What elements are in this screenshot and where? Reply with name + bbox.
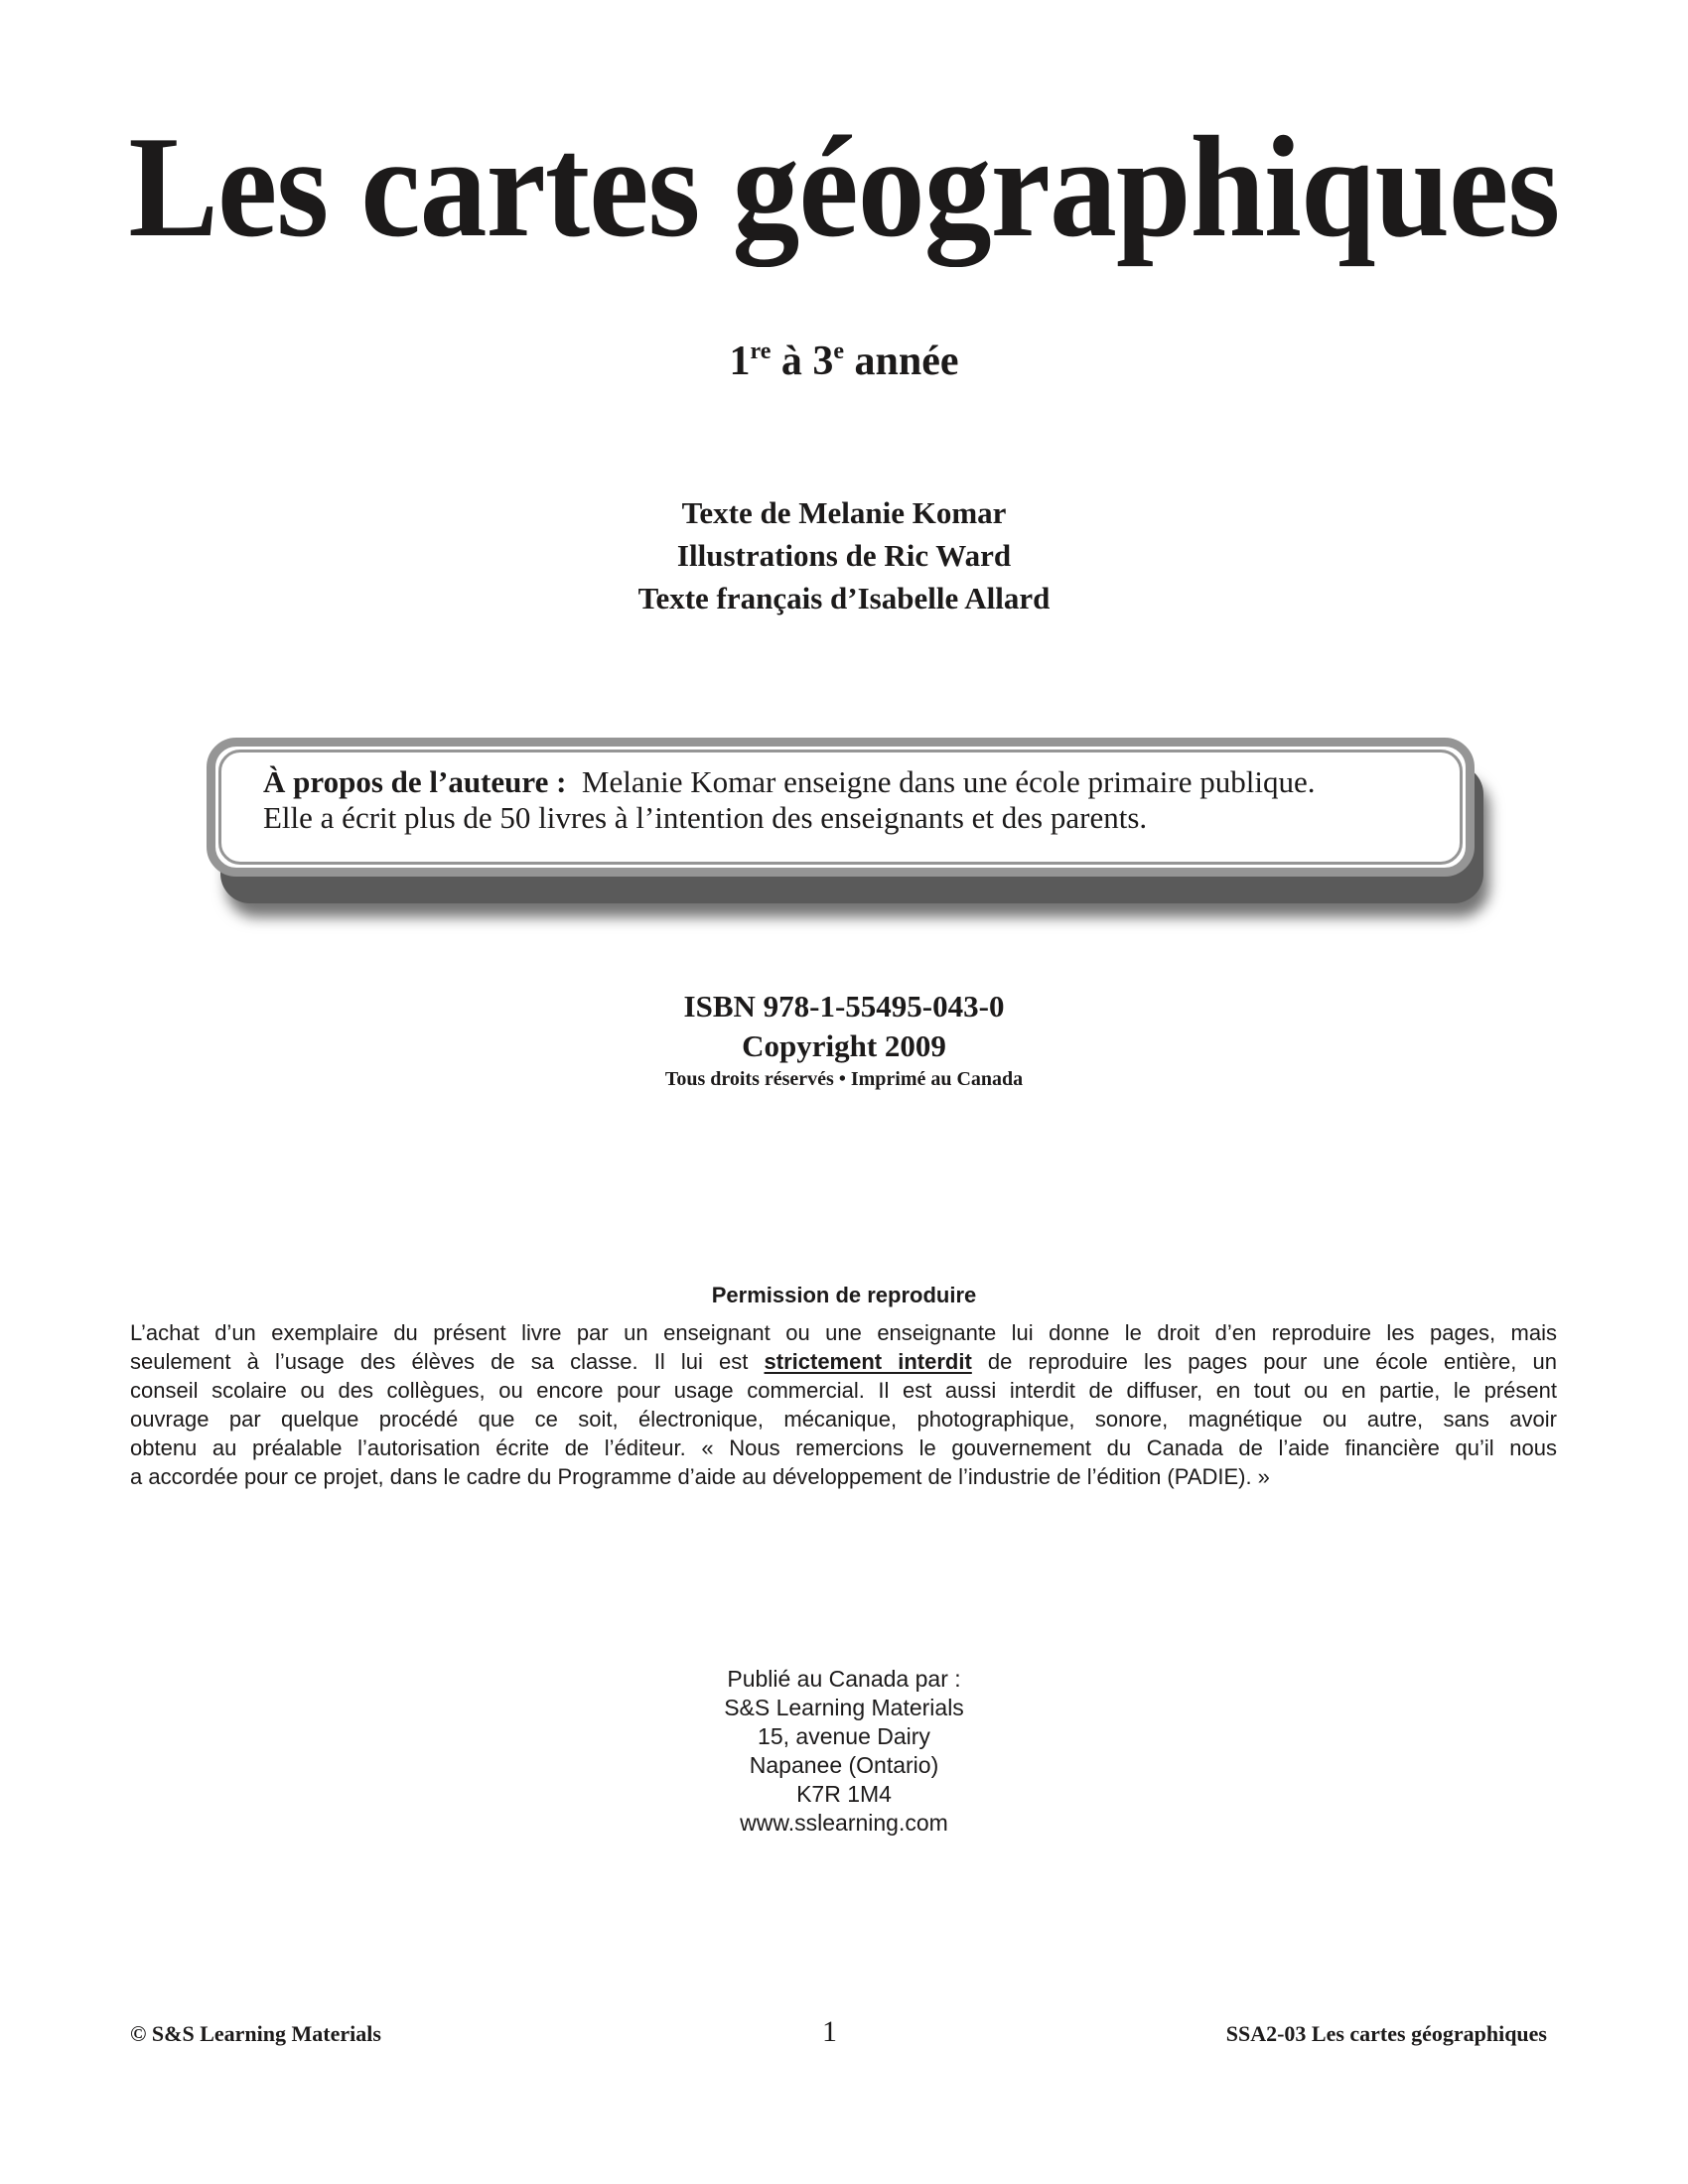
permission-line: a accordée pour ce projet, dans le cadre du Programme d’aide au développement de l’industrie de l’édition (PADIE). » [130, 1464, 1270, 1489]
permission-line: conseil scolaire ou des collègues, ou encore pour usage commercial. Il est aussi interdit de diffuser, en tout ou en partie, le présent [130, 1378, 1557, 1403]
permission-line-text: de reproduire les pages pour une école entière, un [971, 1349, 1557, 1374]
permission-heading: Permission de reproduire [711, 1283, 977, 1307]
publisher-name: S&S Learning Materials [724, 1695, 964, 1720]
about-label: À propos de l’auteure : [263, 764, 567, 799]
footer-copyright: © S&S Learning Materials [130, 2021, 381, 2046]
publisher-street: 15, avenue Dairy [758, 1723, 930, 1749]
translator-credit: Texte français d’Isabelle Allard [637, 581, 1051, 615]
grade-first-number: 1 [729, 339, 751, 384]
about-author-text [263, 764, 1445, 836]
grade-connector: à [771, 339, 813, 384]
permission-line: obtenu au préalable l’autorisation écrite de l’éditeur. « Nous remercions le gouvernement du Canada de l’aide financière qu’il nous [130, 1435, 1557, 1460]
permission-line: L’achat d’un exemplaire du présent livre par un enseignant ou une enseignante lui donne le droit d’en reproduire les pages, mais [130, 1320, 1557, 1345]
rights-notice: Tous droits réservés • Imprimé au Canada [664, 1068, 1024, 1090]
author-credit: Texte de Melanie Komar [681, 495, 1007, 530]
permission-line-text: seulement à l’usage des élèves de sa classe. Il lui est [130, 1349, 765, 1374]
grade-word: année [844, 339, 959, 384]
publisher-website: www.sslearning.com [740, 1810, 948, 1836]
permission-paragraph [130, 1318, 1557, 1491]
publisher-postal-code: K7R 1M4 [796, 1781, 892, 1807]
permission-line: ouvrage par quelque procédé que ce soit, électronique, mécanique, photographique, sonore, magnétique ou autre, sans avoir [130, 1407, 1557, 1432]
illustrator-credit: Illustrations de Ric Ward [676, 538, 1012, 573]
grade-second-suffix: e [833, 339, 845, 364]
about-line-2: Elle a écrit plus de 50 livres à l’intention des enseignants et des parents. [263, 800, 1148, 835]
grade-second-number: 3 [812, 339, 834, 384]
publisher-intro: Publié au Canada par : [727, 1666, 961, 1692]
grade-level [0, 336, 1688, 387]
copyright: Copyright 2009 [742, 1028, 946, 1063]
permission-line [130, 1347, 1557, 1376]
strictly-forbidden-emphasis: strictement interdit [764, 1349, 972, 1374]
page-number: 1 [822, 2015, 837, 2048]
about-sentence-1: Melanie Komar enseigne dans une école primaire publique. [581, 764, 1316, 799]
book-title: Les cartes géographiques [128, 106, 1560, 267]
grade-first-suffix: re [750, 339, 772, 364]
publisher-city: Napanee (Ontario) [749, 1752, 939, 1778]
isbn: ISBN 978-1-55495-043-0 [683, 989, 1005, 1024]
about-line-1 [263, 764, 1445, 800]
footer-book-code: SSA2-03 Les cartes géographiques [1225, 2021, 1547, 2046]
